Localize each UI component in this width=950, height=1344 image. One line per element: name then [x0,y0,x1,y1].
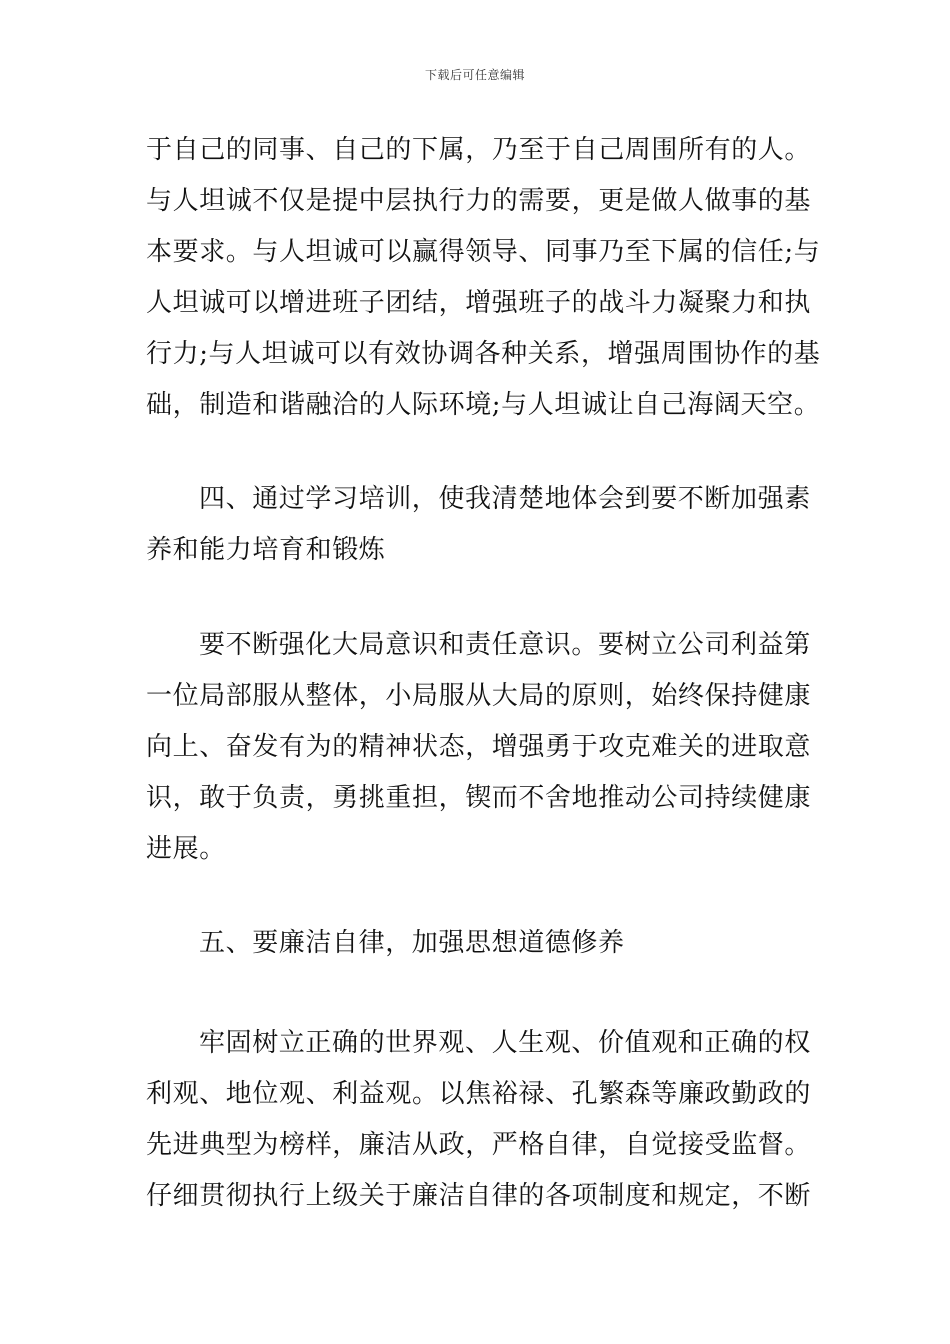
text-line: 要不断强化大局意识和责任意识。要树立公司利益第 [199,630,811,660]
section-heading-four [146,474,810,576]
text-line: 一位局部服从整体，小局服从大局的原则，始终保持健康 [146,681,812,711]
text-line: 本要求。与人坦诚可以赢得领导、同事乃至下属的信任;与 [146,237,821,267]
text-line: 础，制造和谐融洽的人际环境;与人坦诚让自己海阔天空。 [146,390,821,420]
text-line: 五、要廉洁自律，加强思想道德修养 [199,928,625,958]
text-line: 向上、奋发有为的精神状态，增强勇于攻克难关的进取意 [146,732,812,762]
text-line: 与人坦诚不仅是提中层执行力的需要，更是做人做事的基 [146,186,812,216]
text-line: 先进典型为榜样，廉洁从政，严格自律，自觉接受监督。 [146,1130,812,1160]
text-line: 进展。 [146,834,226,864]
text-line: 养和能力培育和锻炼 [146,535,386,565]
text-line: 仔细贯彻执行上级关于廉洁自律的各项制度和规定，不断 [146,1181,812,1211]
text-line: 识，敢于负责，勇挑重担，锲而不舍地推动公司持续健康 [146,783,812,813]
text-line: 人坦诚可以增进班子团结，增强班子的战斗力凝聚力和执 [146,288,812,318]
paragraph-continuation [146,125,821,431]
text-line: 利观、地位观、利益观。以焦裕禄、孔繁森等廉政勤政的 [146,1079,812,1109]
paragraph-integrity [146,1018,810,1222]
section-heading-five [146,918,810,969]
text-line: 四、通过学习培训，使我清楚地体会到要不断加强素 [199,484,811,514]
text-line: 于自己的同事、自己的下属，乃至于自己周围所有的人。 [146,135,812,165]
text-line: 牢固树立正确的世界观、人生观、价值观和正确的权 [199,1028,811,1058]
text-line: 行力;与人坦诚可以有效协调各种关系，增强周围协作的基 [146,339,821,369]
paragraph-responsibility [146,620,810,875]
page-header: 下载后可任意编辑 [424,68,525,82]
